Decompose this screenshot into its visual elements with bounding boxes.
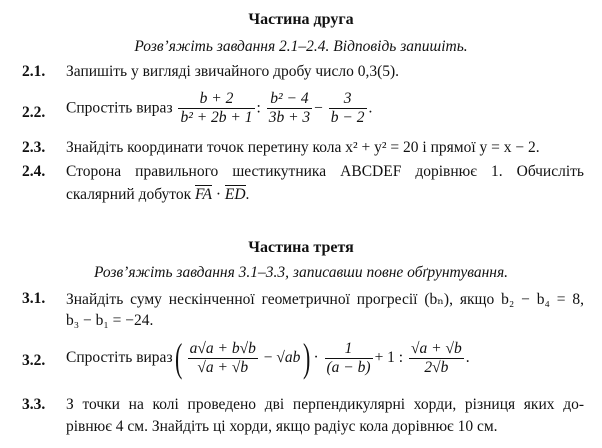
task-number: 2.4. (22, 163, 46, 180)
numerator: √a + √b (411, 339, 462, 357)
task-number: 3.3. (22, 396, 46, 413)
dot-operator: · (215, 186, 221, 203)
task-text: Знайдіть координати точок перетину кола x² + y² = 20 і прямої y = x − 2. (66, 139, 540, 156)
operator: : (256, 99, 261, 117)
denominator: 2√b (409, 358, 464, 377)
task-text-line-2: b₃ − b₁ = −24. (66, 312, 154, 329)
fraction-a (188, 340, 258, 377)
sqrt-ab: √ab (276, 349, 301, 366)
task-text: Спростіть вираз (66, 99, 173, 117)
fraction-c (409, 340, 464, 377)
operator: + 1 : (374, 349, 404, 366)
left-paren: ( (175, 335, 183, 380)
numerator: b + 2 (199, 90, 234, 107)
fraction-b (325, 340, 373, 377)
numerator: 3 (343, 90, 352, 107)
part2-instruction: Розв’яжіть завдання 2.1–2.4. Відповідь запишіть. (134, 38, 468, 55)
denominator: √a + √b (188, 358, 258, 377)
task-text-line-2 (66, 186, 584, 204)
task-number: 2.3. (22, 139, 46, 156)
task-number: 2.1. (22, 63, 46, 80)
task-expression (66, 90, 584, 127)
denominator: b² + 2b + 1 (180, 108, 253, 126)
operator: − (314, 99, 323, 117)
task-number: 2.2. (22, 104, 46, 121)
numerator: 1 (344, 339, 353, 357)
task-text-line-1: Сторона правильного шестикутника ABCDEF дорівнює 1. Обчисліть (66, 163, 584, 180)
part2-title: Частина друга (248, 11, 354, 28)
numerator: a√a + b√b (189, 339, 256, 357)
period: . (465, 349, 470, 366)
task-text: Запишіть у вигляді звичайного дробу число 0,3(5). (66, 63, 400, 80)
task-text-line-1: З точки на колі проведено дві перпендикулярні хорди, різниця яких до- (66, 396, 584, 413)
vector-ed: ED (224, 186, 246, 203)
dot-operator: · (313, 349, 319, 366)
task-text-line-2: рівнює 4 см. Знайдіть ці хорди, якщо радіус кола дорівнює 10 см. (66, 418, 498, 435)
denominator: (a − b) (326, 358, 371, 376)
operator: − (263, 349, 273, 366)
fraction-1 (178, 90, 254, 127)
right-paren: ) (303, 335, 311, 380)
part3-instruction: Розв’яжіть завдання 3.1–3.3, записавши повне обґрунтування. (93, 264, 509, 281)
task-text: скалярний добуток (66, 186, 192, 203)
fraction-3 (329, 90, 367, 127)
task-text: Спростіть вираз (66, 349, 173, 366)
part3-title: Частина третя (248, 239, 354, 256)
task-expression (66, 335, 584, 380)
task-text-line-1: Знайдіть суму нескінченної геометричної прогресії (bₙ), якщо b₂ − b₄ = 8, (66, 291, 584, 308)
denominator: 3b + 3 (268, 108, 311, 126)
fraction-2 (267, 90, 312, 127)
task-number: 3.2. (22, 352, 46, 369)
task-number: 3.1. (22, 290, 46, 307)
numerator: b² − 4 (270, 90, 309, 107)
denominator: b − 2 (330, 108, 365, 126)
vector-fa: FA (194, 186, 212, 203)
period: . (368, 99, 373, 117)
period: . (245, 186, 250, 203)
